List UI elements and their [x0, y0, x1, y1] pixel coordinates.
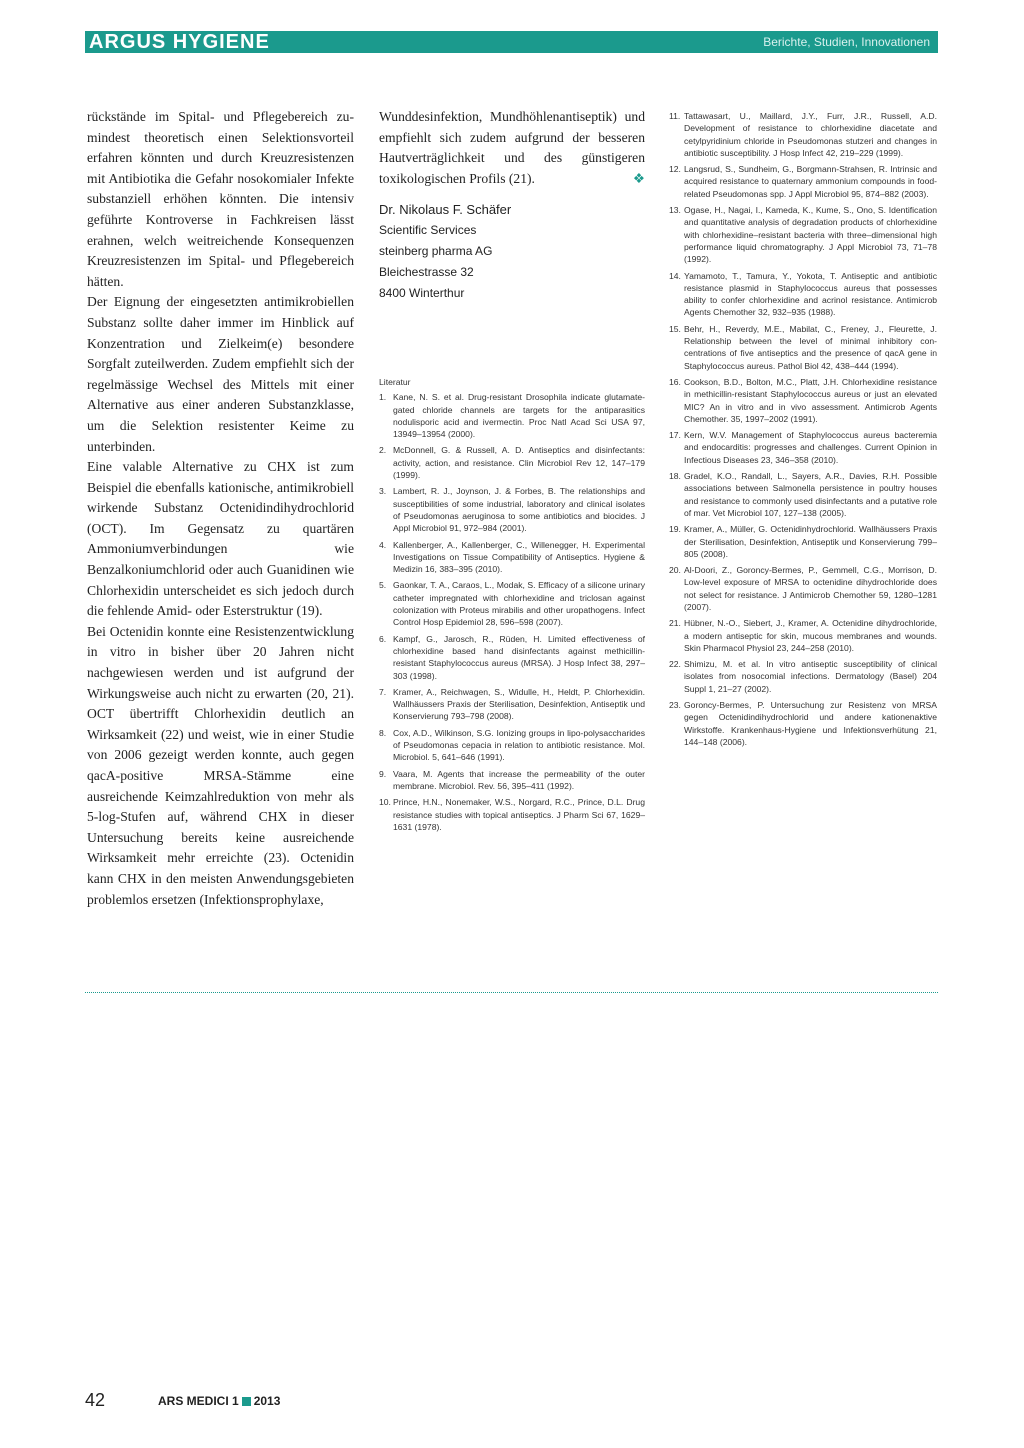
body-column-1 — [87, 107, 354, 910]
reference-text: Hübner, N.-O., Siebert, J., Kramer, A. Octenidine dihydrochloride, a modern antiseptic for skin, mucous membranes and wounds. Skin Pharmacol Physiol 23, 244–258 (2010). — [684, 618, 937, 653]
reference-text: Prince, H.N., Nonemaker, W.S., Norgard, R.C., Prince, D.L. Drug resistance studies with topical antiseptics. J Pharm Sci 67, 1629–1631 (1978). — [393, 797, 645, 832]
references-list-right — [669, 110, 937, 752]
paragraph: Eine valable Alternative zu CHX ist zum Beispiel die ebenfalls kationische, antimikrobiell wirkende Substanz Octenidindihydrochlorid (OCT). Im Gegensatz zu quartären Ammoniumverbindungen wie Benzalkoniumchlorid oder auch Guanidinen wie Chlorhexidin unterscheidet es sich jedoch durch die fehlende Amid- oder Esterstruktur (19). — [87, 459, 354, 619]
reference-text: Gaonkar, T. A., Caraos, L., Modak, S. Efficacy of a silicone urinary catheter impregnated with chlorhexidine and triclosan against colonization with Proteus mirabilis and other uropathogens. Infect Control Hosp Epidemiol 28, 596–598 (2007). — [393, 580, 645, 628]
author-line: steinberg pharma AG — [379, 244, 493, 259]
reference-text: Langsrud, S., Sundheim, G., Borgmann-Strahsen, R. Intrinsic and acquired resistance to quaternary ammonium compounds in food-related Pseudomonas spp. J Appl Microbiol 95, 874–882 (2003). — [684, 164, 937, 199]
reference-number: 1. — [379, 392, 387, 403]
magazine-name: ARS MEDICI 1 — [158, 1394, 239, 1408]
end-mark-icon: ❖ — [632, 170, 645, 186]
reference-item — [379, 539, 645, 576]
reference-number: 4. — [379, 539, 387, 550]
paragraph: Der Eignung der eingesetzten antimikrobiellen Substanz sollte daher immer im Hinblick auf Konzentration und Zielkeim(e) besondere Sorgfalt zuteilwerden. Zudem empfiehlt sich der regelmässige Wechsel des Mittels mit einer Alternative aus einer anderen Substanzklasse, um die Selektion resistenter Keime zu unterbinden. — [87, 294, 354, 454]
paragraph: rückstände im Spital- und Pflegebereich zumindest theoretisch einen Selektionsvorteil erfahren könnten und durch Kreuzresistenzen mit Antibiotika die Gefahr nosokomialer Infekte substanziell erhöhen könnten. Die intensiv geführte Kontroverse in Fachkreisen lässt erahnen, welch weitreichende Konsequenzen Kreuzresistenzen im Spital- und Pflegebereich hätten. — [87, 109, 354, 289]
author-line: Bleichestrasse 32 — [379, 265, 474, 280]
reference-item — [379, 444, 645, 481]
reference-item — [669, 470, 937, 519]
reference-text: Kramer, A., Reichwagen, S., Widulle, H., Heldt, P. Chlorhexidin. Wallhäussers Praxis der Sterilisation, Desinfektion, Antiseptik und Konservierung 793–798 (2008). — [393, 686, 645, 722]
reference-text: Shimizu, M. et al. In vitro antiseptic susceptibility of clinical isolates from nosocomial infections. Dermatology (Basel) 204 Suppl 1, 21–27 (2002). — [684, 659, 937, 694]
reference-item — [669, 658, 937, 695]
reference-item — [669, 429, 937, 466]
reference-item — [669, 617, 937, 654]
reference-text: Kampf, G., Jarosch, R., Rüden, H. Limited effectiveness of chlorhexidine based hand disinfectants against methicillin-resistant Staphylococcus aureus (MRSA). J Hosp Infect 38, 297–303 (1998). — [393, 633, 645, 681]
reference-number: 5. — [379, 580, 387, 591]
references-list-left — [379, 376, 645, 837]
reference-text: Kern, W.V. Management of Staphylococcus aureus bacteremia and endocarditis: progresses and challenges. Current Opinion in Infectious Diseases 23, 346–358 (2010). — [684, 430, 937, 465]
reference-text: Behr, H., Reverdy, M.E., Mabilat, C., Freney, J., Fleurette, J. Relationship between the level of minimal inhibitory concentrations of five antiseptics and the presence of qacA gene in Staphylococcus aureus. Pathol Biol 42, 438–444 (1994). — [684, 323, 937, 371]
reference-text: Kallenberger, A., Kallenberger, C., Willenegger, H. Experimental Investigations on Tissue Compatibility of Antiseptics. Hygiene & Medizin 16, 383–395 (2010). — [393, 539, 645, 575]
reference-text: Cox, A.D., Wilkinson, S.G. Ionizing groups in lipo-polysaccharides of Pseudomonas cepacia in relation to antibiotic resistance. Mol. Microbiol. 5, 641–646 (1991). — [393, 727, 645, 763]
paragraph: Bei Octenidin konnte eine Resistenzentwicklung in vitro in bisher über 20 Jahren nicht nachgewiesen werden und ist aufgrund der Wirkungsweise auch nicht zu erwarten (20, 21). OCT übertrifft Chlorhexidin deutlich an Wirksamkeit (22) und weist, wie in einer Studie von 2006 gezeigt werden konnte, auch gegen qacA-positive MRSA-Stämme eine ausreichende Keimzahlreduktion von mehr als 5-log-Stufen auf, während CHX in dieser Untersuchung bereits keine ausreichende Wirksamkeit mehr erreichte (23). Octenidin kann CHX in den meisten Anwendungsgebieten problemlos ersetzen (Infektionsprophylaxe, — [87, 623, 354, 907]
reference-number: 13. — [669, 205, 681, 216]
reference-number: 23. — [669, 700, 681, 711]
page-number: 42 — [85, 1390, 106, 1410]
reference-item — [379, 727, 645, 764]
reference-item — [669, 270, 937, 319]
paragraph — [379, 107, 645, 189]
reference-number: 21. — [669, 618, 681, 629]
reference-number: 12. — [669, 164, 681, 175]
reference-text: Vaara, M. Agents that increase the permeability of the outer membrane. Microbiol. Rev. 56, 395–411 (1992). — [393, 768, 645, 791]
reference-number: 2. — [379, 445, 387, 456]
reference-text: McDonnell, G. & Russell, A. D. Antiseptics and disinfectants: activity, action, and resistance. Clin Microbiol Rev 12, 147–179 (1999). — [393, 445, 645, 481]
section-title: ARGUS HYGIENE — [89, 31, 270, 53]
reference-text: Gradel, K.O., Randall, L., Sayers, A.R., Davies, R.H. Possible associations between Salmonella persistence in poultry houses and resistance to commonly used disinfectants and a putative role of mar. Vet Microbiol 107, 127–138 (2005). — [684, 471, 937, 518]
reference-item — [379, 579, 645, 628]
reference-item — [379, 796, 645, 833]
reference-text: Kane, N. S. et al. Drug-resistant Drosophila indicate glutamate-gated chloride channels are targets for the antiparasitics nodulisporic acid and ivermectin. Proc Natl Acad Sci USA 97, 13949–13954 (2000). — [393, 392, 645, 440]
reference-number: 3. — [379, 486, 387, 497]
reference-text: Ogase, H., Nagai, I., Kameda, K., Kume, S., Ono, S. Identification and quantitative analysis of degradation products of chlorhexidine with chlorhexidine–resistant bacteria with three–dimensional high performance liquid chromatography. J Appl Microbiol 73, 71–78 (1992). — [684, 205, 937, 265]
reference-item — [669, 699, 937, 748]
author-line: 8400 Winterthur — [379, 286, 465, 301]
reference-item — [669, 163, 937, 200]
paragraph-text: Wunddesinfektion, Mundhöhlenantiseptik) und empfiehlt sich zudem aufgrund der besseren Hautverträglichkeit und des günstigeren toxikologischen Profils (21). — [379, 109, 645, 186]
reference-number: 20. — [669, 565, 681, 576]
reference-number: 6. — [379, 633, 387, 644]
reference-number: 22. — [669, 659, 681, 670]
header-bar — [85, 31, 938, 53]
reference-number: 17. — [669, 430, 681, 441]
reference-item — [379, 633, 645, 682]
issue-year: 2013 — [253, 1394, 281, 1408]
reference-item — [379, 391, 645, 440]
reference-item — [669, 204, 937, 265]
reference-number: 10. — [379, 797, 391, 808]
reference-text: Lambert, R. J., Joynson, J. & Forbes, B. The relationships and susceptibilities of some industrial, laboratory and clinical isolates of Pseudomonas aeruginosa to some antibiotics and biocides. J Appl Microbiol 91, 972–984 (2001). — [393, 486, 645, 534]
reference-item — [669, 564, 937, 613]
reference-number: 19. — [669, 524, 681, 535]
reference-item — [669, 376, 937, 425]
reference-item — [379, 686, 645, 723]
reference-item — [669, 323, 937, 372]
reference-number: 15. — [669, 323, 681, 334]
reference-item — [669, 523, 937, 560]
divider — [85, 992, 938, 993]
reference-number: 9. — [379, 768, 387, 779]
reference-text: Al-Doori, Z., Goroncy-Bermes, P., Gemmell, C.G., Morrison, D. Low-level exposure of MRSA to octenidine dihydrochloride does not select for resistance. J Antimicrob Chemother 59, 1280–1281 (2007). — [684, 565, 937, 612]
reference-text: Cookson, B.D., Bolton, M.C., Platt, J.H. Chlorhexidine resistance in methicillin-resistant Staphylococcus aureus or just an elevated MIC? An in vitro and in vivo assessment. Antimicrob Agents Chemother. 35, 1997–2002 (1991). — [684, 376, 937, 424]
reference-number: 11. — [669, 111, 681, 121]
reference-number: 16. — [669, 376, 681, 387]
author-line: Scientific Services — [379, 223, 477, 238]
author-name: Dr. Nikolaus F. Schäfer — [379, 202, 512, 218]
reference-text: Tattawasart, U., Maillard, J.Y., Furr, J.R., Russell, A.D. Development of resistance to chlorhexidine diacetate and cetylpyridinium chloride in Pseudomonas stutzeri and changes in antibiotic susceptibility. J Hosp Infect 42, 219–229 (1999). — [684, 111, 937, 158]
reference-text: Goroncy-Bermes, P. Untersuchung zur Resistenz von MRSA gegen Octenidindihydrochlorid und andere kationenaktive Wirkstoffe. Krankenhaus-Hygiene und Infektionsverhütung 21, 144–148 (2006). — [684, 700, 937, 747]
reference-item — [669, 110, 937, 159]
reference-number: 18. — [669, 471, 681, 482]
magazine-issue — [158, 1394, 280, 1408]
reference-number: 8. — [379, 727, 387, 738]
reference-item — [379, 768, 645, 793]
literature-heading: Literatur — [379, 377, 411, 387]
reference-number: 7. — [379, 686, 387, 697]
reference-text: Yamamoto, T., Tamura, Y., Yokota, T. Antiseptic and antibiotic resistance plasmid in Staphylococcus aureus that possesses ability to confer chlorhexidine and acrinol resistance. Antimicrob Agents Chemother 32, 932–935 (1988). — [684, 270, 937, 318]
reference-item — [379, 485, 645, 534]
reference-number: 14. — [669, 270, 681, 281]
author-block — [379, 199, 645, 304]
reference-text: Kramer, A., Müller, G. Octenidinhydrochlorid. Wallhäussers Praxis der Sterilisation, Desinfektion, Antiseptik und Konservierung 799–805 (2008). — [684, 524, 937, 559]
body-column-2 — [379, 107, 645, 304]
section-tagline: Berichte, Studien, Innovationen — [763, 35, 930, 49]
square-icon — [242, 1397, 251, 1406]
